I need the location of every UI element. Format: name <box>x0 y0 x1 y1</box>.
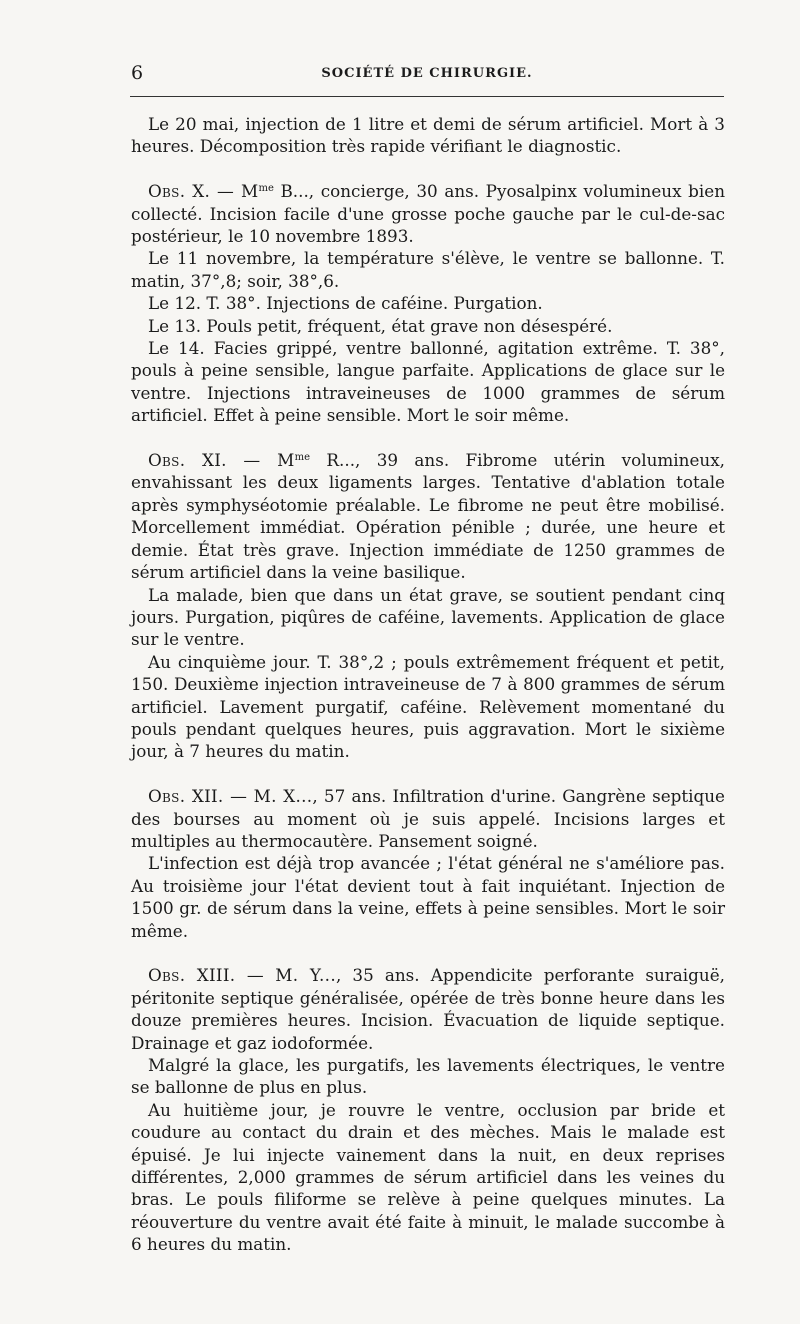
observation-heading: Obs. XI. — M <box>148 450 295 471</box>
paragraph <box>131 785 725 852</box>
paragraph <box>131 1099 725 1256</box>
header-rule <box>130 96 724 97</box>
paragraph <box>131 180 725 247</box>
paragraph <box>131 337 725 427</box>
paragraph-text: , 57 ans. Infiltration d'urine. Gangrène septique des bourses au moment où je suis appelé. Incisions larges et multiples au thermocautère. Pansement soigné. <box>131 786 725 851</box>
paragraph <box>131 247 725 292</box>
paragraph-text: , 35 ans. Appendicite perforante suraiguë, péritonite septique généralisée, opérée de très bonne heure dans les douze premières heures. Incision. Évacuation de liquide septique. Drainage et gaz iodoformée. <box>131 965 725 1053</box>
superscript: me <box>258 183 274 195</box>
paragraph-text: Le 11 novembre, la température s'élève, le ventre se ballonne. T. matin, 37°,8; soir, 38°,6. <box>131 248 725 291</box>
page-header <box>130 60 724 90</box>
paragraph-text: R..., 39 ans. Fibrome utérin volumineux, envahissant les deux ligaments larges. Tentative d'ablation totale après symphyséotomie préalable. Le fibrome ne peut être mobilisé. Morcellement immédiat. Opération pénible ; durée, une heure et demie. État très grave. Injection immédiate de 1250 grammes de sérum artificiel dans la veine basilique. <box>131 450 726 583</box>
paragraph-text: Malgré la glace, les purgatifs, les lavements électriques, le ventre se ballonne de plus en plus. <box>131 1055 725 1098</box>
page-number: 6 <box>131 62 144 84</box>
paragraph-text: Le 14. Facies grippé, ventre ballonné, agitation extrême. T. 38°, pouls à peine sensible, langue parfaite. Applications de glace sur le ventre. Injections intraveineuses de 1000 grammes de sérum artificiel. Effet à peine sensible. Mort le soir même. <box>131 338 725 426</box>
paragraph <box>131 113 725 158</box>
paragraph <box>131 292 725 314</box>
paragraph <box>131 964 725 1054</box>
paragraph-text: La malade, bien que dans un état grave, se soutient pendant cinq jours. Purgation, piqûres de caféine, lavements. Application de glace sur le ventre. <box>131 584 725 650</box>
superscript: me <box>294 452 311 464</box>
observation-heading: Obs. XII. — M. X... <box>148 786 313 807</box>
paragraph <box>131 315 725 337</box>
observation-heading: Obs. X. — M <box>148 181 259 202</box>
paragraph-text: Le 13. Pouls petit, fréquent, état grave non désespéré. <box>148 315 613 336</box>
observation-heading: Obs. XIII. — M. Y... <box>148 965 336 986</box>
paragraph-text: Au huitième jour, je rouvre le ventre, occlusion par bride et coudure au contact du drain et des mèches. Mais le malade est épuisé. Je lui injecte vainement dans la nuit, en deux reprises différentes, 2,000 grammes de sérum artificiel dans les veines du bras. Le pouls filiforme se relève à peine quelques minutes. La réouverture du ventre avait été faite à minuit, le malade succombe à 6 heures du matin. <box>131 1099 725 1255</box>
paragraph-text: Au cinquième jour. T. 38°,2 ; pouls extrêmement fréquent et petit, 150. Deuxième injection intraveineuse de 7 à 800 grammes de sérum artificiel. Lavement purgatif, caféine. Relèvement momentané du pouls pendant quelques heures, puis aggravation. Mort le sixième jour, à 7 heures du matin. <box>131 651 725 762</box>
paragraph <box>131 584 725 651</box>
paragraph-text: L'infection est déjà trop avancée ; l'état général ne s'améliore pas. Au troisième jour l'état devient tout à fait inquiétant. Injection de 1500 gr. de sérum dans la veine, effets à peine sensibles. Mort le soir même. <box>131 853 725 941</box>
paragraph <box>131 1054 725 1099</box>
running-title: SOCIÉTÉ DE CHIRURGIE. <box>321 66 533 81</box>
paragraph <box>131 449 725 583</box>
paragraph-text: B..., concierge, 30 ans. Pyosalpinx volumineux bien collecté. Incision facile d'une grosse poche gauche par le cul-de-sac postérieur, le 10 novembre 1893. <box>131 181 725 247</box>
paragraph-text: Le 12. T. 38°. Injections de caféine. Purgation. <box>148 293 543 314</box>
paragraph <box>131 651 725 763</box>
body-text <box>131 113 725 1256</box>
paragraph-text: Le 20 mai, injection de 1 litre et demi de sérum artificiel. Mort à 3 heures. Décomposition très rapide vérifiant le diagnostic. <box>131 114 725 157</box>
paragraph <box>131 852 725 942</box>
